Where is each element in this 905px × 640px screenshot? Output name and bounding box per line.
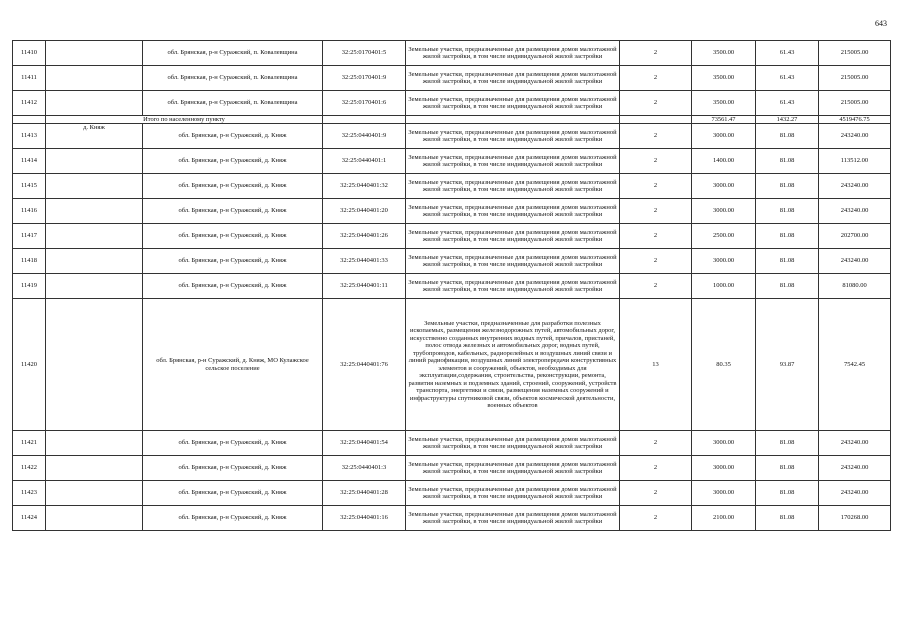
cadastral-cell: 32:25:0440401:16 xyxy=(323,506,406,531)
area-cell: 3000.00 xyxy=(692,456,756,481)
code-cell: 2 xyxy=(620,249,692,274)
cadastral-cell: 32:25:0440401:28 xyxy=(323,481,406,506)
cadastral-cell: 32:25:0440401:32 xyxy=(323,174,406,199)
purpose-cell: Земельные участки, предназначенные для размещения домов малоэтажной жилой застройки, в том числе индивидуальной жилой застройки xyxy=(406,149,620,174)
empty-cell xyxy=(46,299,143,431)
empty-cell xyxy=(406,116,620,124)
code-cell: 2 xyxy=(620,91,692,116)
rate-cell: 81.08 xyxy=(756,431,819,456)
rate-cell: 61.43 xyxy=(756,66,819,91)
address-cell: обл. Брянская, р-н Суражский, д. Княж xyxy=(143,456,323,481)
rate-cell: 81.08 xyxy=(756,174,819,199)
cadastral-cell: 32:25:0170401:5 xyxy=(323,41,406,66)
cadastral-cell: 32:25:0440401:1 xyxy=(323,149,406,174)
purpose-cell: Земельные участки, предназначенные для размещения домов малоэтажной жилой застройки, в том числе индивидуальной жилой застройки xyxy=(406,481,620,506)
code-cell: 2 xyxy=(620,224,692,249)
table-row xyxy=(13,456,891,481)
rate-cell: 93.87 xyxy=(756,299,819,431)
cadastral-cell: 32:25:0440401:3 xyxy=(323,456,406,481)
row-number: 11412 xyxy=(13,91,46,116)
area-cell: 1400.00 xyxy=(692,149,756,174)
value-cell: 215005.00 xyxy=(819,41,891,66)
cadastral-cell: 32:25:0440401:20 xyxy=(323,199,406,224)
value-cell: 113512.00 xyxy=(819,149,891,174)
total-value: 4519476.75 xyxy=(819,116,891,124)
table-row xyxy=(13,91,891,116)
value-cell: 243240.00 xyxy=(819,174,891,199)
rate-cell: 81.08 xyxy=(756,481,819,506)
table-row xyxy=(13,124,891,149)
table-row xyxy=(13,174,891,199)
row-number: 11415 xyxy=(13,174,46,199)
row-number: 11413 xyxy=(13,124,46,149)
table-row xyxy=(13,299,891,431)
table-row xyxy=(13,41,891,66)
page-number: 643 xyxy=(875,19,887,28)
cadastral-cell: 32:25:0440401:26 xyxy=(323,224,406,249)
purpose-cell: Земельные участки, предназначенные для размещения домов малоэтажной жилой застройки, в том числе индивидуальной жилой застройки xyxy=(406,249,620,274)
value-cell: 243240.00 xyxy=(819,249,891,274)
area-cell: 3500.00 xyxy=(692,91,756,116)
cadastral-cell: 32:25:0440401:76 xyxy=(323,299,406,431)
area-cell: 2100.00 xyxy=(692,506,756,531)
row-number: 11410 xyxy=(13,41,46,66)
address-cell: обл. Брянская, р-н Суражский, д. Княж xyxy=(143,124,323,149)
empty-cell xyxy=(46,249,143,274)
empty-cell xyxy=(46,224,143,249)
area-cell: 3500.00 xyxy=(692,66,756,91)
code-cell: 2 xyxy=(620,506,692,531)
row-number: 11417 xyxy=(13,224,46,249)
empty-cell xyxy=(620,116,692,124)
value-cell: 243240.00 xyxy=(819,456,891,481)
empty-cell xyxy=(46,91,143,116)
rate-cell: 81.08 xyxy=(756,456,819,481)
purpose-cell: Земельные участки, предназначенные для размещения домов малоэтажной жилой застройки, в том числе индивидуальной жилой застройки xyxy=(406,274,620,299)
value-cell: 243240.00 xyxy=(819,481,891,506)
empty-cell xyxy=(46,274,143,299)
empty-cell xyxy=(13,116,46,124)
purpose-cell: Земельные участки, предназначенные для размещения домов малоэтажной жилой застройки, в том числе индивидуальной жилой застройки xyxy=(406,66,620,91)
purpose-cell: Земельные участки, предназначенные для размещения домов малоэтажной жилой застройки, в том числе индивидуальной жилой застройки xyxy=(406,224,620,249)
address-cell: обл. Брянская, р-н Суражский, д. Княж xyxy=(143,224,323,249)
purpose-cell: Земельные участки, предназначенные для размещения домов малоэтажной жилой застройки, в том числе индивидуальной жилой застройки xyxy=(406,199,620,224)
row-number: 11419 xyxy=(13,274,46,299)
code-cell: 2 xyxy=(620,481,692,506)
cadastral-cell: 32:25:0440401:11 xyxy=(323,274,406,299)
area-cell: 3000.00 xyxy=(692,199,756,224)
code-cell: 2 xyxy=(620,66,692,91)
area-cell: 3500.00 xyxy=(692,41,756,66)
value-cell: 243240.00 xyxy=(819,431,891,456)
empty-cell xyxy=(46,506,143,531)
rate-cell: 81.08 xyxy=(756,224,819,249)
table-row xyxy=(13,66,891,91)
empty-cell xyxy=(46,149,143,174)
address-cell: обл. Брянская, р-н Суражский, п. Ковалевщина xyxy=(143,66,323,91)
table-row xyxy=(13,224,891,249)
rate-cell: 81.08 xyxy=(756,149,819,174)
address-cell: обл. Брянская, р-н Суражский, д. Княж xyxy=(143,249,323,274)
row-number: 11414 xyxy=(13,149,46,174)
row-number: 11421 xyxy=(13,431,46,456)
area-cell: 2500.00 xyxy=(692,224,756,249)
area-cell: 3000.00 xyxy=(692,174,756,199)
purpose-cell: Земельные участки, предназначенные для размещения домов малоэтажной жилой застройки, в том числе индивидуальной жилой застройки xyxy=(406,41,620,66)
row-number: 11420 xyxy=(13,299,46,431)
rate-cell: 61.43 xyxy=(756,91,819,116)
code-cell: 13 xyxy=(620,299,692,431)
address-cell: обл. Брянская, р-н Суражский, п. Ковалевщина xyxy=(143,41,323,66)
empty-cell xyxy=(46,481,143,506)
value-cell: 215005.00 xyxy=(819,91,891,116)
code-cell: 2 xyxy=(620,149,692,174)
rate-cell: 81.08 xyxy=(756,506,819,531)
rate-cell: 81.08 xyxy=(756,124,819,149)
rate-cell: 61.43 xyxy=(756,41,819,66)
purpose-cell: Земельные участки, предназначенные для разработки полезных ископаемых, размещения железнодорожных путей, автомобильных дорог, искусственно созданных внутренних водных путей, причалов, пристаней, полос отвода железных и автомобильных дорог, водных путей, трубопроводов, кабельных, радиорелейных и воздушных линий связи и линий радиофикации, воздушных линий электропередачи конструктивных элементов и сооружений, объектов, необходимых для эксплуатации,содержания, строительства, реконструкции, ремонта, развития наземных и подземных зданий, строений, сооружений, устройств транспорта, энергетики и связи, размещения наземных сооружений и инфраструктуры спутниковой связи, объектов космической деятельности, военных объектов xyxy=(406,299,620,431)
table-row xyxy=(13,431,891,456)
cadastral-cell: 32:25:0440401:9 xyxy=(323,124,406,149)
purpose-cell: Земельные участки, предназначенные для размещения домов малоэтажной жилой застройки, в том числе индивидуальной жилой застройки xyxy=(406,431,620,456)
address-cell: обл. Брянская, р-н Суражский, д. Княж xyxy=(143,149,323,174)
table-row xyxy=(13,481,891,506)
purpose-cell: Земельные участки, предназначенные для размещения домов малоэтажной жилой застройки, в том числе индивидуальной жилой застройки xyxy=(406,506,620,531)
code-cell: 2 xyxy=(620,274,692,299)
address-cell: обл. Брянская, р-н Суражский, д. Княж xyxy=(143,174,323,199)
empty-cell xyxy=(46,456,143,481)
code-cell: 2 xyxy=(620,456,692,481)
total-area: 73561.47 xyxy=(692,116,756,124)
table-row xyxy=(13,274,891,299)
table-row xyxy=(13,199,891,224)
address-cell: обл. Брянская, р-н Суражский, д. Княж xyxy=(143,199,323,224)
empty-cell xyxy=(46,431,143,456)
value-cell: 7542.45 xyxy=(819,299,891,431)
rate-cell: 81.08 xyxy=(756,199,819,224)
table-row xyxy=(13,249,891,274)
empty-cell xyxy=(323,116,406,124)
purpose-cell: Земельные участки, предназначенные для размещения домов малоэтажной жилой застройки, в том числе индивидуальной жилой застройки xyxy=(406,124,620,149)
code-cell: 2 xyxy=(620,431,692,456)
rate-cell: 81.08 xyxy=(756,274,819,299)
area-cell: 3000.00 xyxy=(692,249,756,274)
area-cell: 3000.00 xyxy=(692,431,756,456)
value-cell: 215005.00 xyxy=(819,66,891,91)
code-cell: 2 xyxy=(620,124,692,149)
empty-cell xyxy=(46,199,143,224)
table-row xyxy=(13,149,891,174)
row-number: 11411 xyxy=(13,66,46,91)
code-cell: 2 xyxy=(620,41,692,66)
purpose-cell: Земельные участки, предназначенные для размещения домов малоэтажной жилой застройки, в том числе индивидуальной жилой застройки xyxy=(406,91,620,116)
purpose-cell: Земельные участки, предназначенные для размещения домов малоэтажной жилой застройки, в том числе индивидуальной жилой застройки xyxy=(406,174,620,199)
cadastral-cell: 32:25:0170401:9 xyxy=(323,66,406,91)
empty-cell xyxy=(46,66,143,91)
address-cell: обл. Брянская, р-н Суражский, д. Княж xyxy=(143,431,323,456)
table-row xyxy=(13,506,891,531)
row-number: 11422 xyxy=(13,456,46,481)
value-cell: 202700.00 xyxy=(819,224,891,249)
cadastral-cell: 32:25:0440401:54 xyxy=(323,431,406,456)
settlement-name: д. Княж xyxy=(46,124,143,149)
row-number: 11418 xyxy=(13,249,46,274)
row-number: 11416 xyxy=(13,199,46,224)
land-registry-table xyxy=(12,40,891,531)
empty-cell xyxy=(46,174,143,199)
total-rate: 1432.27 xyxy=(756,116,819,124)
purpose-cell: Земельные участки, предназначенные для размещения домов малоэтажной жилой застройки, в том числе индивидуальной жилой застройки xyxy=(406,456,620,481)
address-cell: обл. Брянская, р-н Суражский, д. Княж xyxy=(143,506,323,531)
address-cell: обл. Брянская, р-н Суражский, д. Княж, МО Кулажское сельское поселение xyxy=(143,299,323,431)
cadastral-cell: 32:25:0170401:6 xyxy=(323,91,406,116)
area-cell: 80.35 xyxy=(692,299,756,431)
empty-cell xyxy=(46,41,143,66)
row-number: 11423 xyxy=(13,481,46,506)
value-cell: 170268.00 xyxy=(819,506,891,531)
code-cell: 2 xyxy=(620,199,692,224)
area-cell: 3000.00 xyxy=(692,124,756,149)
address-cell: обл. Брянская, р-н Суражский, п. Ковалевщина xyxy=(143,91,323,116)
value-cell: 243240.00 xyxy=(819,124,891,149)
total-row xyxy=(13,116,891,124)
total-label: Итого по населенному пункту xyxy=(46,116,323,124)
area-cell: 3000.00 xyxy=(692,481,756,506)
row-number: 11424 xyxy=(13,506,46,531)
value-cell: 243240.00 xyxy=(819,199,891,224)
address-cell: обл. Брянская, р-н Суражский, д. Княж xyxy=(143,481,323,506)
cadastral-cell: 32:25:0440401:33 xyxy=(323,249,406,274)
code-cell: 2 xyxy=(620,174,692,199)
rate-cell: 81.08 xyxy=(756,249,819,274)
value-cell: 81080.00 xyxy=(819,274,891,299)
area-cell: 1000.00 xyxy=(692,274,756,299)
address-cell: обл. Брянская, р-н Суражский, д. Княж xyxy=(143,274,323,299)
